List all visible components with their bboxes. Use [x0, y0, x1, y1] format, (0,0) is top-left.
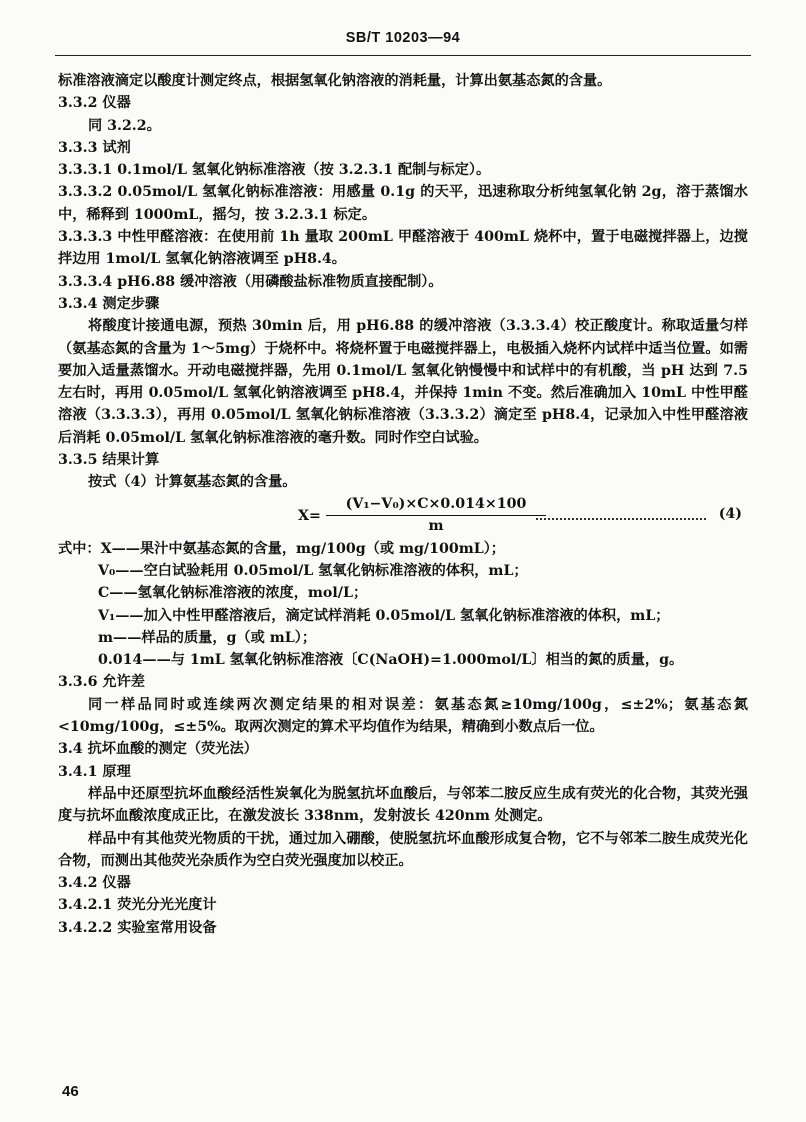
reagent-3-3-3-4: 3.3.3.4 pH6.88 缓冲溶液（用磷酸盐标准物质直接配制）。 [58, 273, 443, 290]
heading-3-3-5: 3.3.5 结果计算 [58, 452, 160, 469]
formula-fraction [326, 494, 546, 536]
definition-m: m——样品的质量，g（或 mL）； [98, 629, 317, 646]
paragraph-principle-2: 样品中有其他荧光物质的干扰，通过加入硼酸，使脱氢抗坏血酸形成复合物，它不与邻苯二胺生成荧光化合物，而测出其他荧光杂质作为空白荧光强度加以校正。 [58, 830, 748, 869]
page-content [58, 70, 748, 939]
paragraph-calc-intro: 按式（4）计算氨基态氮的含量。 [88, 474, 297, 491]
heading-3-4-1: 3.4.1 原理 [58, 763, 131, 780]
paragraph-same-as: 同 3.2.2。 [88, 117, 161, 134]
definition-0-014: 0.014——与 1mL 氢氧化钠标准溶液〔C(NaOH)=1.000mol/L〕相当的氮的质量，g。 [98, 652, 684, 669]
paragraph-tolerance: 同一样品同时或连续两次测定结果的相对误差：氨基态氮≥10mg/100g，≤±2%；氨基态氮<10mg/100g，≤±5%。取两次测定的算术平均值作为结果，精确到小数点后一位。 [58, 696, 748, 736]
definition-x: 式中：X——果汁中氨基态氮的含量，mg/100g（或 mg/100mL）； [58, 540, 505, 557]
formula-numerator: (V₁−V₀)×C×0.014×100 [326, 494, 546, 516]
paragraph-principle-1: 样品中还原型抗坏血酸经活性炭氧化为脱氢抗坏血酸后，与邻苯二胺反应生成有荧光的化合物，其荧光强度与抗坏血酸浓度成正比，在激发波长 338nm，发射波长 420nm 处测定。 [58, 785, 748, 825]
reagent-3-3-3-2: 3.3.3.2 0.05mol/L 氢氧化钠标准溶液：用感量 0.1g 的天平，迅速称取分析纯氢氧化钠 2g，溶于蒸馏水中，稀释到 1000mL，摇匀，按 3.2.3.1 标定。 [58, 184, 748, 223]
formula-lhs: X= [298, 507, 321, 524]
heading-3-3-3: 3.3.3 试剂 [58, 139, 131, 156]
formula-4 [58, 494, 748, 538]
paragraph-procedure: 将酸度计接通电源，预热 30min 后，用 pH6.88 的缓冲溶液（3.3.3.4）校正酸度计。称取适量匀样（氨基态氮的含量为 1～5mg）于烧杯中。将烧杯置于电磁搅拌器上，电极插入烧杯内试样中适当位置。如需要加入适量蒸馏水。开动电磁搅拌器，先用 0.1mol/L 氢氧化钠慢慢中和试样中的有机酸，当 pH 达到 7.5 左右时，再用 0.05mol/L 氢氧化钠溶液调至 pH8.4，并保持 1min 不变。然后准确加入 10mL 中性甲醛溶液（3.3.3.3），再用 0.05mol/L 氢氧化钠标准溶液（3.3.3.2）滴定至 pH8.4，记录加入中性甲醛溶液后消耗 0.05mol/L 氢氧化钠标准溶液的毫升数。同时作空白试验。 [58, 318, 748, 446]
standard-code-header: SB/T 10203—94 [345, 30, 461, 46]
formula-number: (4) [718, 505, 742, 522]
definition-v0: V₀——空白试验耗用 0.05mol/L 氢氧化钠标准溶液的体积，mL； [98, 562, 528, 579]
page-number: 46 [62, 1083, 79, 1100]
definition-c: C——氢氧化钠标准溶液的浓度，mol/L； [98, 585, 368, 602]
heading-3-3-6: 3.3.6 允许差 [58, 674, 145, 691]
heading-3-4: 3.4 抗坏血酸的测定（荧光法） [58, 741, 258, 758]
heading-3-4-2: 3.4.2 仪器 [58, 875, 131, 892]
formula-denominator: m [428, 517, 444, 534]
instrument-3-4-2-1: 3.4.2.1 荧光分光光度计 [58, 897, 217, 914]
variable-definitions [58, 538, 748, 672]
reagent-3-3-3-1: 3.3.3.1 0.1mol/L 氢氧化钠标准溶液（按 3.2.3.1 配制与标定）。 [58, 162, 491, 179]
reagent-3-3-3-3: 3.3.3.3 中性甲醛溶液：在使用前 1h 量取 200mL 甲醛溶液于 400mL 烧杯中，置于电磁搅拌器上，边搅拌边用 1mol/L 氢氧化钠溶液调至 pH8.4。 [58, 229, 748, 268]
definition-v1: V₁——加入中性甲醛溶液后，滴定试样消耗 0.05mol/L 氢氧化钠标准溶液的体积，mL； [98, 607, 670, 624]
header-rule [55, 55, 751, 56]
heading-3-3-4: 3.3.4 测定步骤 [58, 295, 160, 312]
heading-3-3-2: 3.3.2 仪器 [58, 95, 131, 112]
paragraph-intro-continued: 标准溶液滴定以酸度计测定终点，根据氢氧化钠溶液的消耗量，计算出氨基态氮的含量。 [58, 73, 612, 89]
instrument-3-4-2-2: 3.4.2.2 实验室常用设备 [58, 919, 217, 936]
formula-leader-dots [536, 508, 706, 520]
